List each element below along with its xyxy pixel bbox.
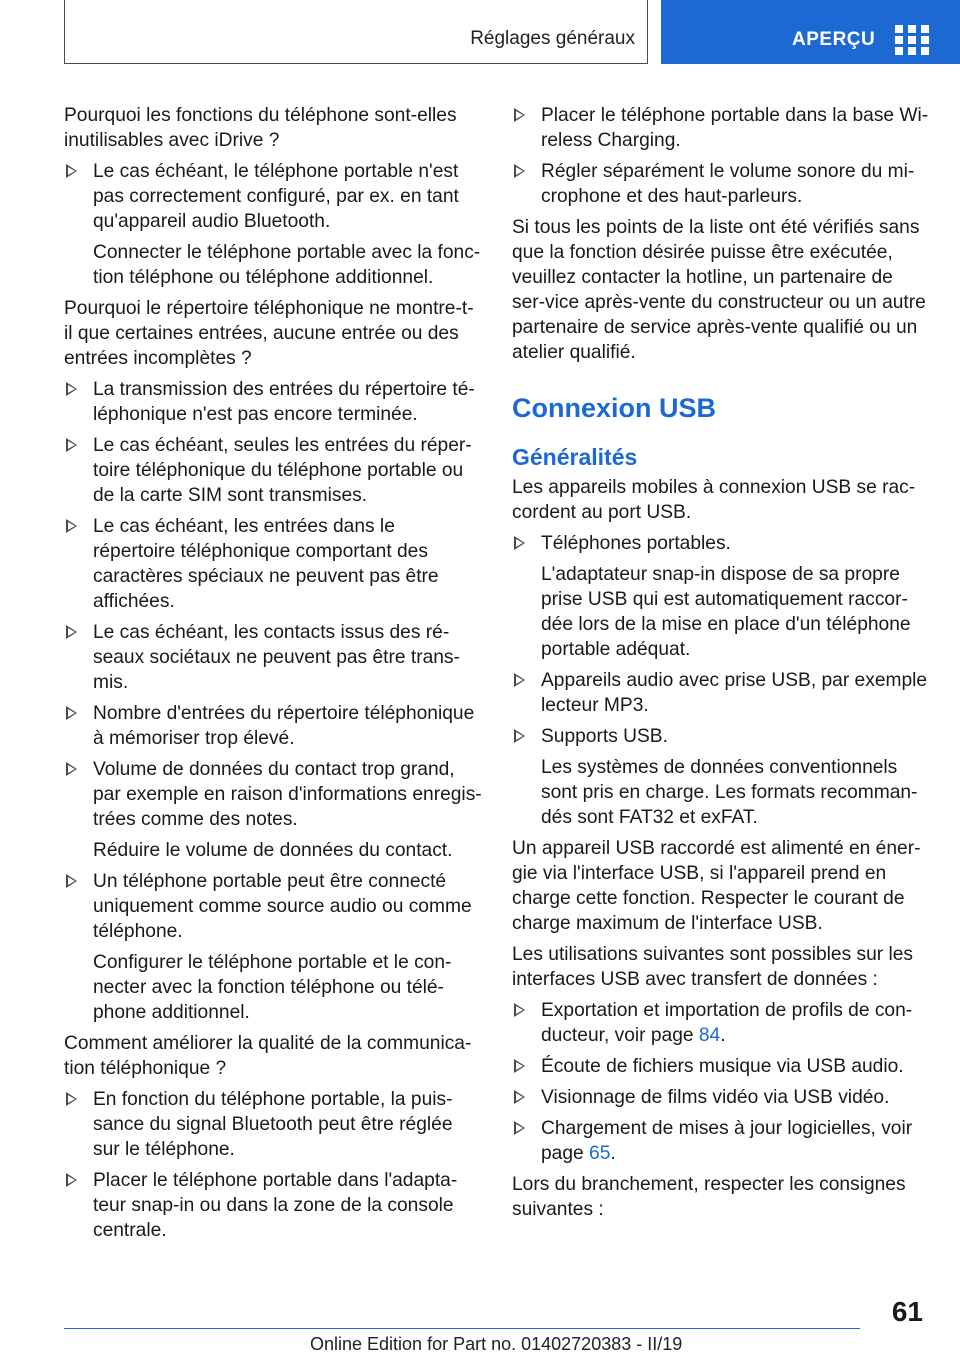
list-item: En fonction du téléphone portable, la puis-sance du signal Bluetooth peut être réglée sur le téléphone. [64, 1087, 482, 1162]
apercu-label: APERÇU [792, 29, 876, 50]
question-phonebook: Pourquoi le répertoire téléphonique ne montre-t-il que certaines entrées, aucune entrée ou des entrées incomplètes ? [64, 298, 474, 369]
list-item: Un téléphone portable peut être connecté uniquement comme source audio ou comme téléphone. [64, 869, 482, 944]
bullet-triangle-icon [514, 729, 525, 743]
page-number: 61 [891, 1296, 923, 1327]
bullet-triangle-icon [514, 536, 525, 550]
list-item: Placer le téléphone portable dans l'adapta-teur snap-in ou dans la zone de la console centrale. [64, 1168, 482, 1243]
final-paragraph: Lors du branchement, respecter les consignes suivantes : [512, 1174, 906, 1220]
footer-rule [64, 1328, 860, 1329]
bullet-triangle-icon [66, 625, 77, 639]
apercu-nav-button[interactable] [661, 0, 960, 64]
list-item: Le cas échéant, les entrées dans le répertoire téléphonique comportant des caractères spéciaux ne peuvent pas être affichées. [64, 514, 482, 614]
bullet-triangle-icon [514, 1090, 525, 1104]
page-link-84[interactable]: 84 [698, 1025, 721, 1046]
list-item: La transmission des entrées du répertoire té-léphonique n'est pas encore terminée. [64, 377, 482, 427]
list-item: Le cas échéant, le téléphone portable n'est pas correctement configuré, par ex. en tant qu'appareil audio Bluetooth. [64, 159, 482, 234]
power-paragraph: Un appareil USB raccordé est alimenté en éner-gie via l'interface USB, si l'appareil prend en charge cette fonction. Respecter le courant de charge maximum de l'interface USB. [512, 838, 921, 934]
bullet-triangle-icon [66, 874, 77, 888]
item-note: Connecter le téléphone portable avec la fonc-tion téléphone ou téléphone additionnel. [93, 242, 481, 288]
bullet-triangle-icon [66, 1173, 77, 1187]
general-intro: Les appareils mobiles à connexion USB se rac-cordent au port USB. [512, 477, 916, 523]
question-call-quality: Comment améliorer la qualité de la communica-tion téléphonique ? [64, 1033, 472, 1079]
section-title: Réglages généraux [470, 28, 635, 49]
bullet-triangle-icon [66, 762, 77, 776]
left-column [64, 103, 482, 1249]
bullet-triangle-icon [514, 1121, 525, 1135]
bullet-triangle-icon [66, 382, 77, 396]
list-item: Chargement de mises à jour logicielles, voir page 65. [512, 1116, 930, 1166]
bullet-triangle-icon [514, 1059, 525, 1073]
item-note: L'adaptateur snap-in dispose de sa propre prise USB qui est automatiquement raccor-dée lors de la mise en place d'un téléphone portable adéquat. [541, 564, 911, 660]
bullet-triangle-icon [66, 1092, 77, 1106]
page-header [0, 0, 960, 66]
bullet-triangle-icon [514, 108, 525, 122]
list-item: Le cas échéant, les contacts issus des ré-seaux sociétaux ne peuvent pas être trans-mis. [64, 620, 482, 695]
list-item: Écoute de fichiers musique via USB audio. [512, 1054, 930, 1079]
list-item: Téléphones portables. [512, 531, 930, 556]
edition-footer: Online Edition for Part no. 01402720383 - II/19 [310, 1334, 683, 1354]
list-item: Placer le téléphone portable dans la base Wi-reless Charging. [512, 103, 930, 153]
list-item: Supports USB. [512, 724, 930, 749]
bullet-triangle-icon [66, 164, 77, 178]
list-item: Régler séparément le volume sonore du mi-crophone et des haut-parleurs. [512, 159, 930, 209]
item-note: Les systèmes de données conventionnels sont pris en charge. Les formats recomman-dés sont FAT32 et exFAT. [541, 757, 918, 828]
list-item: Appareils audio avec prise USB, par exemple lecteur MP3. [512, 668, 930, 718]
bullet-triangle-icon [514, 1003, 525, 1017]
list-item: Volume de données du contact trop grand, par exemple en raison d'informations enregis-trées comme des notes. [64, 757, 482, 832]
right-column [512, 103, 930, 1228]
grid-icon [895, 25, 929, 55]
bullet-triangle-icon [66, 519, 77, 533]
bullet-triangle-icon [66, 438, 77, 452]
item-note: Configurer le téléphone portable et le con-necter avec la fonction téléphone ou télé-phone additionnel. [93, 952, 452, 1023]
closing-paragraph: Si tous les points de la liste ont été vérifiés sans que la fonction désirée puisse être exécutée, veuillez contacter la hotline, un partenaire de ser-vice après-vente du constructeur ou un autre partenaire de service après-vente qualifié ou un atelier qualifié. [512, 217, 926, 363]
list-item: Le cas échéant, seules les entrées du réper-toire téléphonique du téléphone portable ou de la carte SIM sont transmises. [64, 433, 482, 508]
list-item: Nombre d'entrées du répertoire téléphonique à mémoriser trop élevé. [64, 701, 482, 751]
list-item: Visionnage de films vidéo via USB vidéo. [512, 1085, 930, 1110]
page-link-65[interactable]: 65 [589, 1143, 611, 1164]
section-tab [64, 0, 648, 64]
uses-intro: Les utilisations suivantes sont possibles sur les interfaces USB avec transfert de données : [512, 944, 914, 990]
bullet-triangle-icon [66, 706, 77, 720]
bullet-triangle-icon [514, 673, 525, 687]
list-item: Exportation et importation de profils de con-ducteur, voir page 84. [512, 998, 930, 1048]
question-phone-functions: Pourquoi les fonctions du téléphone sont-elles inutilisables avec iDrive ? [64, 105, 457, 151]
item-note: Réduire le volume de données du contact. [93, 840, 453, 861]
general-heading: Généralités [512, 444, 638, 470]
bullet-triangle-icon [514, 164, 525, 178]
usb-heading: Connexion USB [512, 393, 717, 423]
